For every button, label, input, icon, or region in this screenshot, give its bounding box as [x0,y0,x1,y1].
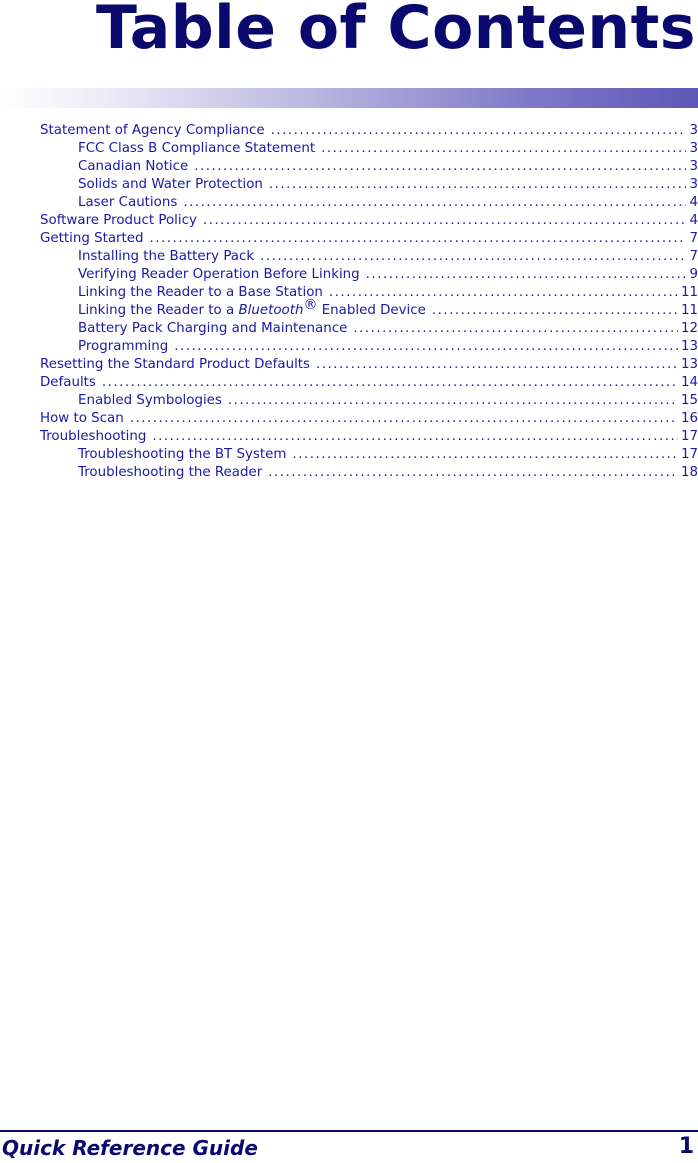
toc-dot-leader [194,158,686,176]
toc-entry-label: Defaults [40,375,96,390]
toc-entry-troubleshooting-bt[interactable] [40,446,698,464]
toc-entry-linking-base-station[interactable] [40,284,698,302]
toc-page-number: 16 [680,411,698,426]
toc-entry-troubleshooting-reader[interactable] [40,464,698,482]
toc-entry-label: Canadian Notice [78,159,189,174]
toc-entry-linking-bluetooth[interactable] [40,297,698,320]
toc-page-number: 3 [689,123,698,138]
footer-guide-title: Quick Reference Guide [2,1136,258,1160]
toc-label-bluetooth: Bluetooth [238,303,304,318]
toc-dot-leader [150,230,687,248]
toc-dot-leader [152,428,678,446]
toc-page-number: 4 [689,213,698,228]
toc-entry-solids-water[interactable] [40,176,698,194]
toc-entry-label: Battery Pack Charging and Maintenance [78,321,348,336]
toc-entry-label: Programming [78,339,169,354]
toc-dot-leader [260,248,686,266]
toc-dot-leader [130,410,678,428]
toc-entry-getting-started[interactable] [40,230,698,248]
toc-dot-leader [228,392,678,410]
toc-entry-software-policy[interactable] [40,212,698,230]
toc-page-number: 13 [680,357,698,372]
footer-page-number: 1 [678,1134,694,1159]
toc-entry-label: Troubleshooting [40,429,147,444]
toc-dot-leader [329,284,678,302]
toc-entry-label: Software Product Policy [40,213,197,228]
toc-entry-label: Troubleshooting the Reader [78,465,263,480]
toc-dot-leader [271,122,687,140]
registered-mark: ® [303,297,318,313]
toc-dot-leader [366,266,687,284]
toc-entry-how-to-scan[interactable] [40,410,698,428]
toc-dot-leader [268,464,678,482]
toc-page-number: 18 [680,465,698,480]
toc-entry-label: Linking the Reader to a Base Station [78,285,323,300]
table-of-contents [40,122,698,482]
toc-dot-leader [292,446,678,464]
toc-entry-label: Solids and Water Protection [78,177,263,192]
toc-entry-label: Troubleshooting the BT System [78,447,287,462]
toc-dot-leader [316,356,678,374]
toc-label-prefix: Linking the Reader to a [78,303,239,318]
toc-entry-resetting-defaults[interactable] [40,356,698,374]
toc-page-number: 7 [689,231,698,246]
toc-entry-defaults[interactable] [40,374,698,392]
toc-page-number: 15 [680,393,698,408]
toc-entry-battery-charging[interactable] [40,320,698,338]
toc-entry-programming[interactable] [40,338,698,356]
toc-page-number: 4 [689,195,698,210]
toc-label-suffix: Enabled Device [317,303,426,318]
toc-dot-leader [353,320,678,338]
toc-entry-label: Statement of Agency Compliance [40,123,265,138]
toc-entry-canadian-notice[interactable] [40,158,698,176]
toc-entry-label [78,297,426,320]
page-title: Table of Contents [96,0,696,63]
toc-page-number: 7 [689,249,698,264]
toc-dot-leader [183,194,686,212]
toc-page-number: 17 [680,429,698,444]
title-gradient-bar [0,88,698,108]
toc-page-number: 12 [680,321,698,336]
toc-dot-leader [321,140,686,158]
toc-entry-battery-pack[interactable] [40,248,698,266]
footer-rule [0,1130,698,1132]
toc-entry-label: Resetting the Standard Product Defaults [40,357,311,372]
toc-dot-leader [102,374,678,392]
toc-dot-leader [269,176,687,194]
toc-page-number: 17 [680,447,698,462]
toc-page-number: 3 [689,141,698,156]
toc-entry-label: Laser Cautions [78,195,178,210]
toc-dot-leader [203,212,687,230]
toc-page-number: 9 [689,267,698,282]
toc-entry-enabled-symbologies[interactable] [40,392,698,410]
toc-entry-label: Enabled Symbologies [78,393,222,408]
toc-entry-fcc-class-b[interactable] [40,140,698,158]
toc-page-number: 11 [680,303,698,318]
toc-entry-agency-compliance[interactable] [40,122,698,140]
toc-page-number: 13 [680,339,698,354]
toc-entry-label: How to Scan [40,411,124,426]
toc-entry-label: Getting Started [40,231,144,246]
toc-dot-leader [174,338,678,356]
toc-entry-laser-cautions[interactable] [40,194,698,212]
toc-page-number: 14 [680,375,698,390]
toc-page-number: 3 [689,159,698,174]
toc-page-number: 3 [689,177,698,192]
toc-entry-troubleshooting[interactable] [40,428,698,446]
toc-entry-label: FCC Class B Compliance Statement [78,141,316,156]
toc-entry-verifying-reader[interactable] [40,266,698,284]
toc-entry-label: Installing the Battery Pack [78,249,255,264]
toc-entry-label: Verifying Reader Operation Before Linking [78,267,360,282]
toc-dot-leader [432,302,678,320]
toc-page-number: 11 [680,285,698,300]
